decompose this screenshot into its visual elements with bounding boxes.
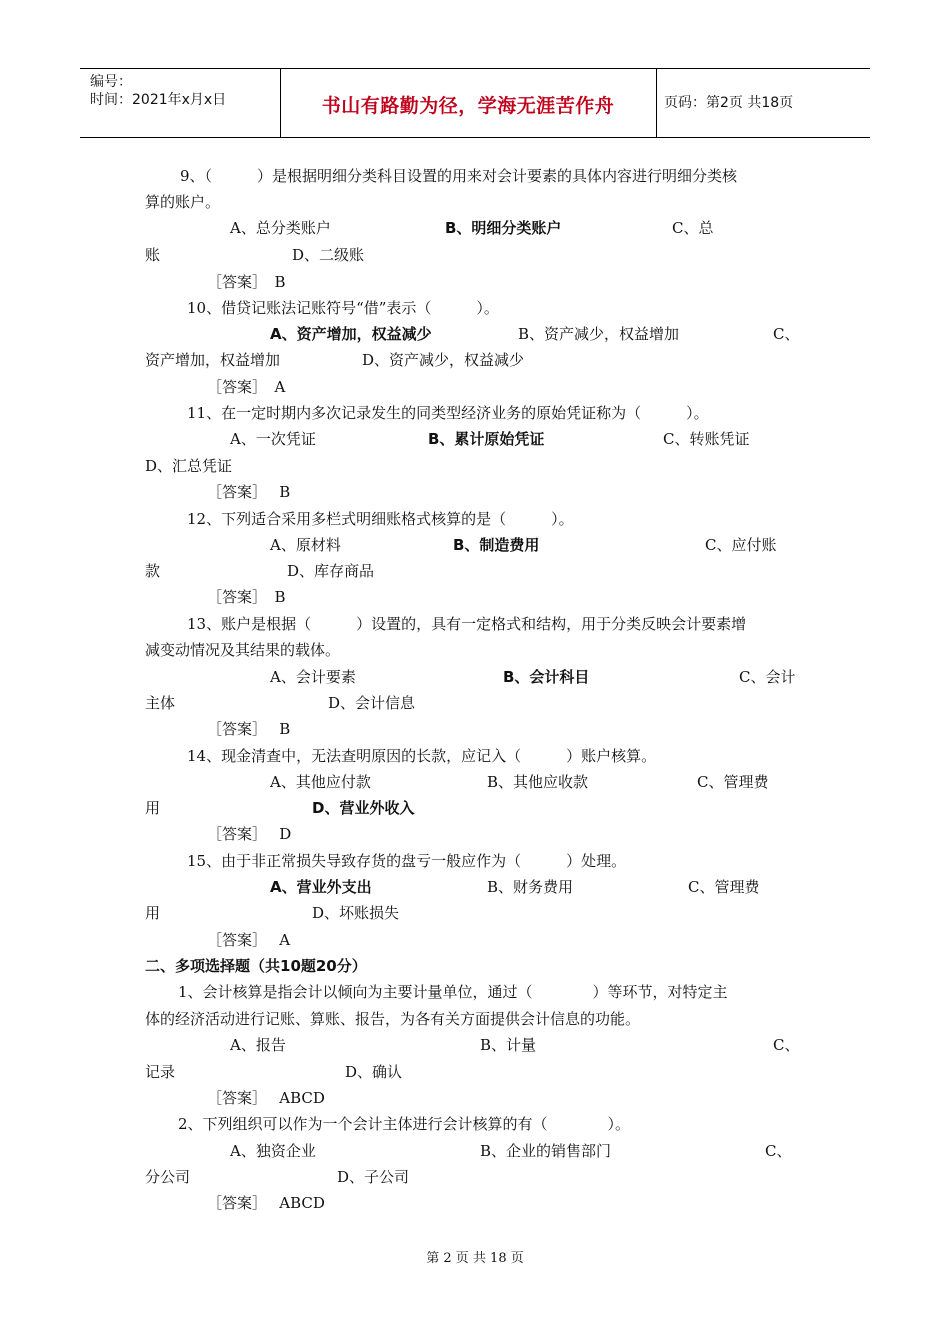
answer: ［答案］ A [207, 931, 291, 949]
option-c-cont: 用 [145, 799, 161, 817]
option-c-cont: 用 [145, 904, 161, 922]
option-c: C、会计 [739, 668, 796, 686]
option-d-correct: D、营业外收入 [312, 799, 415, 817]
option-c: C、 [765, 1142, 792, 1160]
option-a: A、其他应付款 [270, 773, 371, 791]
section-heading: 二、多项选择题（共10题20分） [145, 957, 367, 975]
option-d: D、坏账损失 [312, 904, 400, 922]
answer: ［答案］ A [207, 378, 286, 396]
option-c: C、 [773, 325, 800, 343]
option-a-correct: A、营业外支出 [270, 878, 372, 896]
answer: ［答案］ B [207, 483, 291, 501]
answer: ［答案］ ABCD [207, 1089, 325, 1107]
question-stem: 1、会计核算是指会计以倾向为主要计量单位，通过（ ）等环节，对特定主 [178, 983, 728, 1001]
header-motto-cell [280, 69, 657, 137]
question-stem: 14、现金清查中，无法查明原因的长款，应记入（ ）账户核算。 [187, 747, 657, 765]
header-info-cell [80, 69, 281, 137]
header-time: 时间：2021年x月x日 [90, 92, 227, 108]
option-d: D、汇总凭证 [145, 457, 233, 475]
option-b: B、企业的销售部门 [480, 1142, 612, 1160]
option-a: A、报告 [230, 1036, 286, 1054]
answer: ［答案］ ABCD [207, 1194, 325, 1212]
option-b-correct: B、会计科目 [503, 668, 590, 686]
option-b-correct: B、制造费用 [453, 536, 540, 554]
option-b: B、其他应收款 [487, 773, 589, 791]
option-c: C、管理费 [688, 878, 760, 896]
option-d: D、库存商品 [287, 562, 375, 580]
option-d: D、会计信息 [328, 694, 416, 712]
answer: ［答案］ B [207, 273, 286, 291]
header-motto: 书山有路勤为径，学海无涯苦作舟 [321, 95, 615, 117]
option-a: A、会计要素 [270, 668, 356, 686]
option-c-cont: 账 [145, 246, 161, 264]
page-footer: 第 2 页 共 18 页 [426, 1251, 524, 1266]
answer: ［答案］ B [207, 588, 286, 606]
option-c-cont: 款 [145, 562, 161, 580]
page-header [80, 68, 870, 138]
option-b: B、资产减少，权益增加 [518, 325, 680, 343]
answer: ［答案］ B [207, 720, 291, 738]
option-c: C、转账凭证 [663, 430, 750, 448]
question-stem-cont: 减变动情况及其结果的载体。 [145, 641, 341, 659]
question-stem: 2、下列组织可以作为一个会计主体进行会计核算的有（ ）。 [178, 1115, 631, 1133]
option-c: C、应付账 [705, 536, 777, 554]
question-stem-cont: 算的账户。 [145, 193, 221, 211]
option-c: C、管理费 [697, 773, 769, 791]
option-b: B、财务费用 [487, 878, 574, 896]
option-a: A、一次凭证 [230, 430, 316, 448]
option-b-correct: B、累计原始凭证 [428, 430, 545, 448]
option-d: D、子公司 [337, 1168, 410, 1186]
question-stem: 13、账户是根据（ ）设置的，具有一定格式和结构，用于分类反映会计要素增 [187, 615, 747, 633]
question-stem: 10、借贷记账法记账符号“借”表示（ ）。 [187, 299, 499, 317]
question-stem-cont: 体的经济活动进行记账、算账、报告，为各有关方面提供会计信息的功能。 [145, 1010, 641, 1028]
option-a: A、总分类账户 [230, 219, 331, 237]
header-number: 编号： [90, 74, 132, 90]
option-c-cont: 资产增加，权益增加 [145, 351, 281, 369]
option-d: D、确认 [345, 1063, 403, 1081]
answer: ［答案］ D [207, 825, 292, 843]
option-b: B、计量 [480, 1036, 537, 1054]
option-a-correct: A、资产增加，权益减少 [270, 325, 432, 343]
question-stem: 15、由于非正常损失导致存货的盘亏一般应作为（ ）处理。 [187, 852, 627, 870]
option-c-cont: 记录 [145, 1063, 176, 1081]
option-c-cont: 主体 [145, 694, 176, 712]
option-d: D、资产减少，权益减少 [362, 351, 525, 369]
option-a: A、独资企业 [230, 1142, 316, 1160]
question-stem: 9、（ ）是根据明细分类科目设置的用来对会计要素的具体内容进行明细分类核 [180, 167, 738, 185]
option-c: C、总 [672, 219, 714, 237]
question-stem: 11、在一定时期内多次记录发生的同类型经济业务的原始凭证称为（ ）。 [187, 404, 709, 422]
option-c: C、 [773, 1036, 800, 1054]
option-b-correct: B、明细分类账户 [445, 219, 562, 237]
question-stem: 12、下列适合采用多栏式明细账格式核算的是（ ）。 [187, 510, 574, 528]
option-d: D、二级账 [292, 246, 365, 264]
option-a: A、原材料 [270, 536, 341, 554]
header-page-number: 页码：第2页 共18页 [664, 95, 794, 111]
option-c-cont: 分公司 [145, 1168, 191, 1186]
